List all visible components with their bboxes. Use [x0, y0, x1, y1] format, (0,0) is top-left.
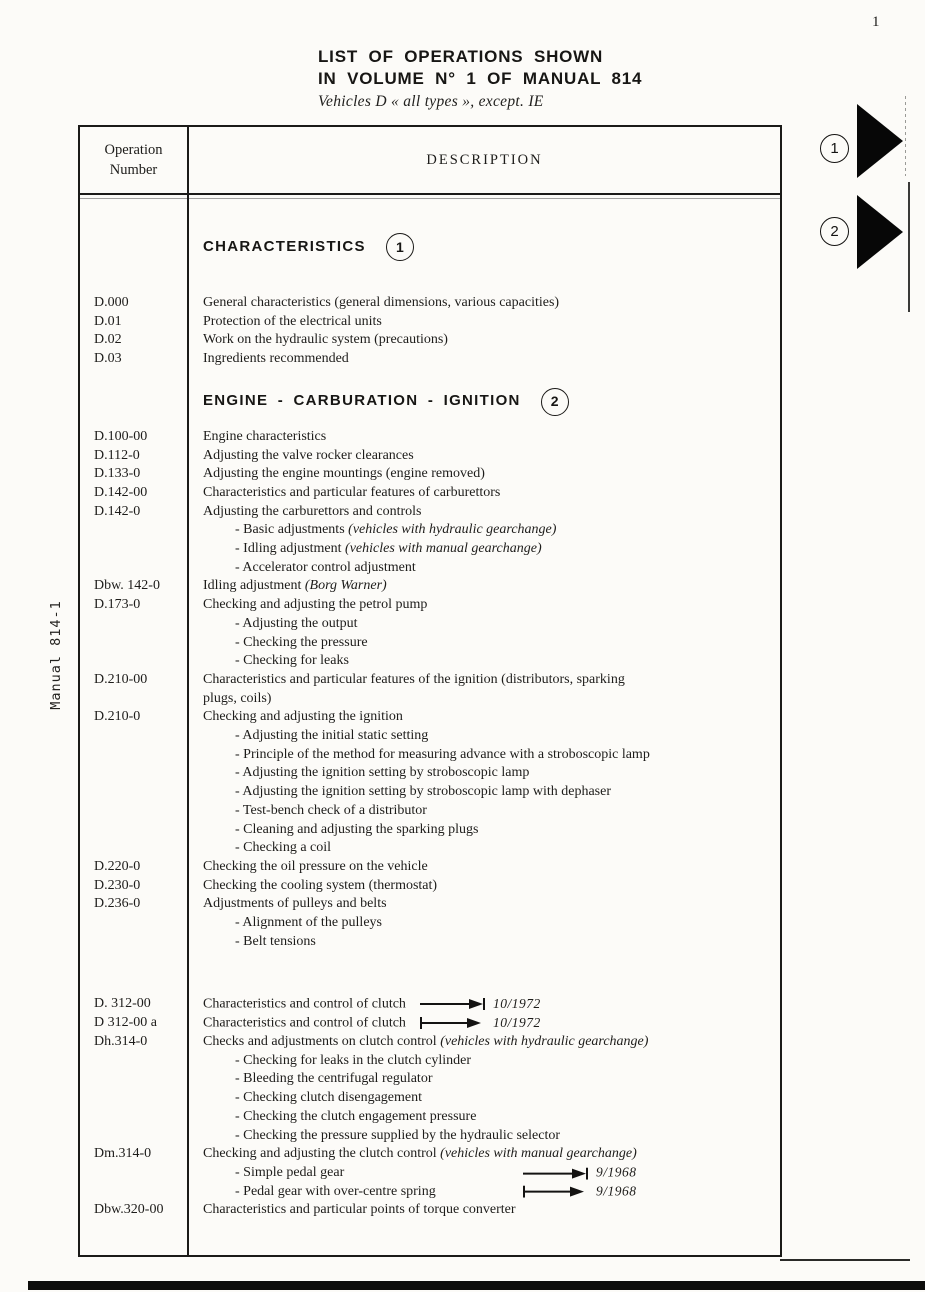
description-text: Characteristics and particular features of carburettors: [203, 484, 501, 500]
description-text: Engine characteristics: [203, 428, 327, 444]
description-text: - Test-bench check of a distributor: [235, 802, 427, 818]
description-text: - Alignment of the pulleys: [235, 915, 382, 931]
description: [187, 1014, 780, 1033]
description: [187, 350, 780, 369]
scan-artifact-line: [908, 182, 910, 312]
description-text: - Adjusting the output: [235, 615, 358, 631]
table-row: [80, 1052, 780, 1071]
table-row: [80, 1145, 780, 1164]
description: [187, 540, 780, 559]
description-text: - Accelerator control adjustment: [235, 559, 416, 575]
side-marker-1-badge: 1: [820, 134, 849, 163]
row-gap: [80, 417, 780, 428]
operation-number: [80, 1127, 187, 1146]
description: [187, 1183, 780, 1202]
operation-number: [80, 764, 187, 783]
description: [187, 294, 780, 313]
operation-number: [80, 540, 187, 559]
description: [187, 428, 780, 447]
table-row: [80, 447, 780, 466]
description: [187, 839, 780, 858]
table-row: [80, 1164, 780, 1183]
table-header: [80, 127, 780, 195]
description: [187, 331, 780, 350]
description-text: Checking the oil pressure on the vehicle: [203, 858, 428, 874]
description-text: Adjusting the carburettors and controls: [203, 503, 422, 519]
date-range-arrow-icon: [523, 1164, 637, 1183]
description-text: Checking and adjusting the clutch control: [203, 1146, 441, 1162]
date-range-arrow-icon: [420, 1014, 541, 1033]
description-text: - Checking a coil: [235, 840, 332, 856]
table-row: [80, 484, 780, 503]
operations-table: [78, 125, 782, 1257]
table-row: [80, 387, 780, 417]
operation-number: [80, 521, 187, 540]
operation-number: D.01: [94, 313, 122, 329]
operation-number: D.230-0: [94, 877, 141, 893]
table-row: [80, 1201, 780, 1220]
description: [187, 1033, 780, 1052]
description-text: - Basic adjustments: [235, 522, 349, 538]
description-text: - Checking for leaks in the clutch cylinder: [235, 1052, 471, 1068]
description: [187, 615, 780, 634]
table-row: [80, 821, 780, 840]
table-row: [80, 727, 780, 746]
table-row: [80, 1183, 780, 1202]
description: [187, 1145, 780, 1164]
operation-number: [80, 1164, 187, 1183]
date-range-arrow-icon: [420, 995, 541, 1014]
description-text: - Checking the clutch engagement pressure: [235, 1108, 477, 1124]
operation-number: [80, 1108, 187, 1127]
row-gap: [80, 262, 780, 294]
description-text: Characteristics and control of clutch: [203, 1015, 406, 1031]
description: [187, 764, 780, 783]
operation-number: D.03: [94, 351, 122, 367]
operation-number: D.112-0: [94, 447, 140, 463]
arrow-right-icon: [857, 195, 903, 269]
table-row: [80, 540, 780, 559]
description-text: Adjusting the engine mountings (engine removed): [203, 466, 485, 482]
operation-number: Dh.314-0: [94, 1034, 148, 1050]
description: [187, 802, 780, 821]
description-text: Work on the hydraulic system (precautions): [203, 332, 448, 348]
description-text: - Checking the pressure: [235, 634, 368, 650]
operation-number: D.142-00: [94, 484, 148, 500]
description: [187, 1127, 780, 1146]
row-gap: [80, 952, 780, 995]
table-row: [80, 331, 780, 350]
table-row: [80, 783, 780, 802]
operation-number: [80, 783, 187, 802]
table-row: [80, 313, 780, 332]
description-text-line2: plugs, coils): [203, 690, 272, 706]
operation-number: D.02: [94, 332, 122, 348]
row-gap: [80, 369, 780, 387]
section-number-badge: 2: [541, 388, 569, 416]
operation-number: [80, 839, 187, 858]
table-row: [80, 652, 780, 671]
side-marker-2-badge: 2: [820, 217, 849, 246]
description-text: Checks and adjustments on clutch control: [203, 1034, 441, 1050]
table-row: [80, 858, 780, 877]
description: [187, 596, 780, 615]
page-title: LIST OF OPERATIONS SHOWN: [318, 47, 604, 66]
page-title-line2: IN VOLUME N° 1 OF MANUAL 814: [318, 69, 643, 88]
description-text: - Pedal gear with over-centre spring: [235, 1183, 436, 1199]
table-row: [80, 350, 780, 369]
operation-number: D 312-00 a: [94, 1014, 157, 1030]
description-text: Idling adjustment: [203, 578, 305, 594]
description: [187, 821, 780, 840]
table-row: [80, 839, 780, 858]
description: [187, 858, 780, 877]
operation-number: [80, 615, 187, 634]
table-row: [80, 615, 780, 634]
description-text: General characteristics (general dimensions, various capacities): [203, 295, 560, 310]
description-text: Checking and adjusting the petrol pump: [203, 597, 428, 613]
table-row: [80, 764, 780, 783]
table-row: [80, 596, 780, 615]
description: [187, 914, 780, 933]
description: [187, 465, 780, 484]
description-text: Checking the cooling system (thermostat): [203, 877, 438, 893]
operation-number: [80, 746, 187, 765]
section-heading-label: ENGINE - CARBURATION - IGNITION: [203, 392, 521, 410]
operation-number: [80, 933, 187, 952]
description: [187, 671, 780, 708]
description-text: - Adjusting the ignition setting by stroboscopic lamp with dephaser: [235, 784, 612, 800]
table-row: [80, 232, 780, 262]
description-text: - Belt tensions: [235, 933, 316, 949]
table-row: [80, 1108, 780, 1127]
scan-artifact-line: [780, 1259, 910, 1261]
description: [187, 577, 780, 596]
description: [187, 1108, 780, 1127]
description: [187, 877, 780, 896]
table-row: [80, 1127, 780, 1146]
description: [187, 708, 780, 727]
operation-number-header: Operation Number: [104, 142, 163, 178]
description: [187, 313, 780, 332]
operation-number: [80, 727, 187, 746]
date-label: 9/1968: [596, 1183, 637, 1199]
description: [187, 895, 780, 914]
description: [187, 783, 780, 802]
description-text: Characteristics and particular features of the ignition (distributors, sparking: [203, 671, 625, 687]
table-row: [80, 914, 780, 933]
description: [187, 1164, 780, 1183]
table-row: [80, 465, 780, 484]
section-number-badge: 1: [386, 233, 414, 261]
description-italic-note: (vehicles with manual gearchange): [345, 541, 542, 557]
description: [187, 634, 780, 653]
description: [187, 1089, 780, 1108]
table-row: [80, 634, 780, 653]
operation-number: [80, 821, 187, 840]
operation-number: D.133-0: [94, 466, 141, 482]
table-row: [80, 671, 780, 708]
table-row: [80, 503, 780, 522]
date-label: 10/1972: [492, 995, 541, 1011]
operation-number: D.210-00: [94, 671, 148, 687]
description-text: - Checking clutch disengagement: [235, 1090, 422, 1106]
operation-number: D.173-0: [94, 597, 141, 613]
operation-number: D.220-0: [94, 858, 141, 874]
section-heading-label: CHARACTERISTICS: [203, 237, 366, 255]
operation-number: [80, 1089, 187, 1108]
page-title-block: [318, 46, 642, 111]
scan-edge-band: [28, 1281, 925, 1290]
description-text: - Adjusting the initial static setting: [235, 728, 429, 744]
description-text: Adjustments of pulleys and belts: [203, 896, 387, 912]
table-row: [80, 428, 780, 447]
description-italic-note: (vehicles with hydraulic gearchange): [348, 522, 557, 538]
description-text: Characteristics and particular points of torque converter: [203, 1202, 516, 1218]
description-text: - Checking the pressure supplied by the hydraulic selector: [235, 1127, 561, 1143]
table-row: [80, 1089, 780, 1108]
page-subtitle: Vehicles D « all types », except. IE: [318, 93, 544, 110]
operation-number: [80, 802, 187, 821]
date-label: 9/1968: [596, 1164, 637, 1180]
date-label: 10/1972: [492, 1014, 541, 1030]
operation-number: [80, 1183, 187, 1202]
description-italic-note: (vehicles with manual gearchange): [440, 1146, 637, 1162]
description: [187, 933, 780, 952]
arrow-right-icon: [857, 104, 903, 178]
description-text: - Checking for leaks: [235, 653, 349, 669]
description-text: Protection of the electrical units: [203, 313, 382, 329]
margin-label: Manual 814-1: [48, 600, 64, 710]
operation-number: [80, 1070, 187, 1089]
table-row: [80, 1033, 780, 1052]
operation-number: [80, 914, 187, 933]
description-text: - Cleaning and adjusting the sparking plugs: [235, 821, 479, 837]
table-row: [80, 577, 780, 596]
table-row: [80, 559, 780, 578]
description-text: - Idling adjustment: [235, 541, 346, 557]
operation-number: D. 312-00: [94, 995, 151, 1011]
description-text: - Simple pedal gear: [235, 1164, 345, 1180]
operation-number: [80, 559, 187, 578]
operation-number: D.236-0: [94, 896, 141, 912]
description: [187, 1201, 780, 1220]
description-text: Checking and adjusting the ignition: [203, 709, 403, 725]
description-text: - Principle of the method for measuring advance with a stroboscopic lamp: [235, 746, 650, 762]
table-row: [80, 933, 780, 952]
operation-number: Dm.314-0: [94, 1146, 152, 1162]
operation-number: [80, 1052, 187, 1071]
description: [187, 521, 780, 540]
date-range-arrow-icon: [523, 1183, 637, 1202]
description-italic-note: (Borg Warner): [304, 578, 387, 594]
table-row: [80, 708, 780, 727]
operation-number: [80, 652, 187, 671]
table-row: [80, 1070, 780, 1089]
operation-number: Dbw.320-00: [94, 1202, 164, 1218]
description: [187, 995, 780, 1014]
operation-number: [80, 634, 187, 653]
operation-number: D.142-0: [94, 503, 141, 519]
description-text: Ingredients recommended: [203, 351, 349, 367]
page-number: 1: [872, 14, 880, 30]
table-row: [80, 746, 780, 765]
description-text: Adjusting the valve rocker clearances: [203, 447, 414, 463]
table-row: [80, 877, 780, 896]
operation-number: D.100-00: [94, 428, 148, 444]
description: [187, 746, 780, 765]
description: [187, 503, 780, 522]
description: [187, 559, 780, 578]
operation-number: D.210-0: [94, 709, 141, 725]
table-row: [80, 802, 780, 821]
description-text: Characteristics and control of clutch: [203, 996, 406, 1012]
scan-artifact-dotted-line: [905, 96, 906, 176]
table-row: [80, 294, 780, 313]
description: [187, 447, 780, 466]
section-heading: [187, 233, 780, 261]
description: [187, 727, 780, 746]
table-row: [80, 895, 780, 914]
description-text: - Adjusting the ignition setting by stroboscopic lamp: [235, 765, 530, 781]
description: [187, 652, 780, 671]
description: [187, 1070, 780, 1089]
description: [187, 1052, 780, 1071]
operation-number: Dbw. 142-0: [94, 578, 160, 594]
operation-number: D.000: [94, 295, 129, 310]
row-gap: [80, 195, 780, 232]
description: [187, 484, 780, 503]
section-heading: [187, 388, 780, 416]
table-row: [80, 995, 780, 1014]
table-row: [80, 521, 780, 540]
table-row: [80, 1014, 780, 1033]
description-header: DESCRIPTION: [426, 151, 543, 168]
description-text: - Bleeding the centrifugal regulator: [235, 1071, 433, 1087]
table-rows: [80, 195, 780, 1220]
description-italic-note: (vehicles with hydraulic gearchange): [440, 1034, 649, 1050]
